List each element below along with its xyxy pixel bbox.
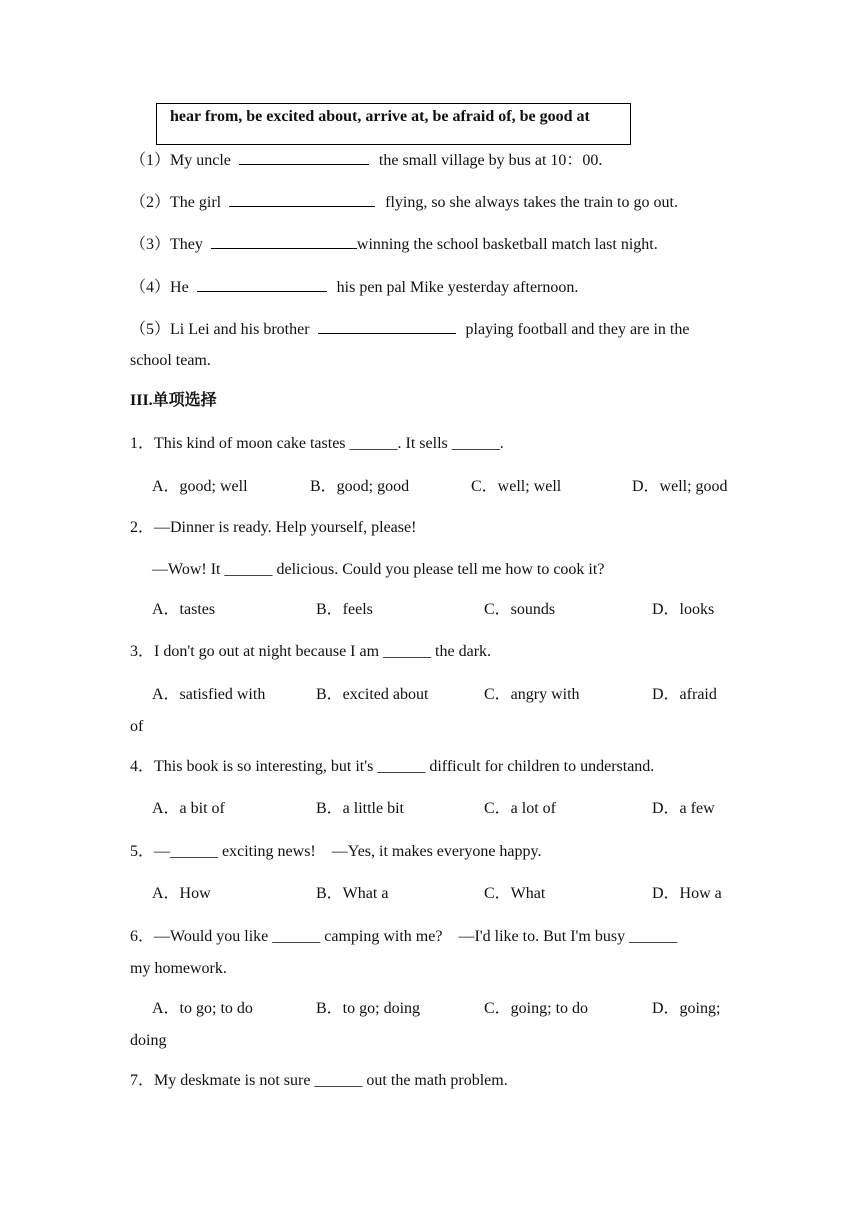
option-d[interactable]: D．going; — [652, 1000, 721, 1017]
fill-num: （1） — [130, 152, 171, 169]
fill-before: The girl — [170, 194, 222, 211]
option-d-wrap: of — [130, 718, 144, 735]
option-a[interactable]: A．satisfied with — [152, 686, 266, 703]
question-2: 2．—Dinner is ready. Help yourself, please! — [130, 519, 417, 536]
fill-num: （3） — [130, 236, 171, 253]
option-d[interactable]: D．afraid — [652, 686, 717, 703]
phrase-box-text: hear from, be excited about, arrive at, be afraid of, be good at — [170, 108, 590, 125]
fill-num: （4） — [130, 279, 171, 296]
option-a[interactable]: A．good; well — [152, 478, 248, 495]
answer-blank[interactable] — [229, 192, 375, 207]
fill-before: They — [170, 236, 203, 253]
fill-after: playing football and they are in the — [465, 321, 690, 338]
option-d[interactable]: D．a few — [652, 800, 715, 817]
option-a[interactable]: A．a bit of — [152, 800, 225, 817]
fill-item-1 — [130, 150, 602, 171]
fill-before: My uncle — [170, 152, 231, 169]
option-b[interactable]: B．feels — [316, 601, 373, 618]
fill-before: He — [170, 279, 189, 296]
option-c[interactable]: C．well; well — [471, 478, 562, 495]
answer-blank[interactable] — [211, 234, 357, 249]
question-7: 7．My deskmate is not sure ______ out the math problem. — [130, 1072, 508, 1089]
option-c[interactable]: C．a lot of — [484, 800, 556, 817]
fill-item-5 — [130, 319, 689, 340]
option-c[interactable]: C．What — [484, 885, 546, 902]
option-d-wrap: doing — [130, 1032, 167, 1049]
question-4: 4．This book is so interesting, but it's ______ difficult for children to understand. — [130, 758, 655, 775]
question-1: 1．This kind of moon cake tastes ______. It sells ______. — [130, 435, 504, 452]
question-6: 6．—Would you like ______ camping with me? —I'd like to. But I'm busy ______ — [130, 928, 678, 945]
question-5: 5．—______ exciting news! —Yes, it makes everyone happy. — [130, 843, 542, 860]
fill-after: flying, so she always takes the train to go out. — [385, 194, 678, 211]
answer-blank[interactable] — [318, 319, 456, 334]
question-2-line2: —Wow! It ______ delicious. Could you please tell me how to cook it? — [152, 561, 605, 578]
option-b[interactable]: B．good; good — [310, 478, 410, 495]
answer-blank[interactable] — [239, 150, 369, 165]
option-d[interactable]: D．well; good — [632, 478, 728, 495]
fill-before: Li Lei and his brother — [170, 321, 310, 338]
fill-item-2 — [130, 192, 678, 213]
option-c[interactable]: C．sounds — [484, 601, 556, 618]
answer-blank[interactable] — [197, 277, 327, 292]
fill-num: （5） — [130, 321, 171, 338]
fill-item-5-continued: school team. — [130, 352, 211, 369]
option-a[interactable]: A．How — [152, 885, 211, 902]
option-b[interactable]: B．What a — [316, 885, 389, 902]
section-heading: III.单项选择 — [130, 392, 217, 409]
question-3: 3．I don't go out at night because I am ______ the dark. — [130, 643, 492, 660]
option-b[interactable]: B．a little bit — [316, 800, 404, 817]
option-b[interactable]: B．to go; doing — [316, 1000, 421, 1017]
option-d[interactable]: D．How a — [652, 885, 722, 902]
fill-item-4 — [130, 277, 578, 298]
option-c[interactable]: C．angry with — [484, 686, 580, 703]
fill-after: the small village by bus at 10：00. — [378, 152, 603, 169]
option-a[interactable]: A．to go; to do — [152, 1000, 253, 1017]
option-c[interactable]: C．going; to do — [484, 1000, 589, 1017]
fill-after: winning the school basketball match last night. — [356, 236, 658, 253]
option-d[interactable]: D．looks — [652, 601, 715, 618]
question-6-line2: my homework. — [130, 960, 227, 977]
fill-item-3 — [130, 234, 658, 255]
option-b[interactable]: B．excited about — [316, 686, 429, 703]
fill-after: his pen pal Mike yesterday afternoon. — [336, 279, 579, 296]
option-a[interactable]: A．tastes — [152, 601, 216, 618]
fill-num: （2） — [130, 194, 171, 211]
